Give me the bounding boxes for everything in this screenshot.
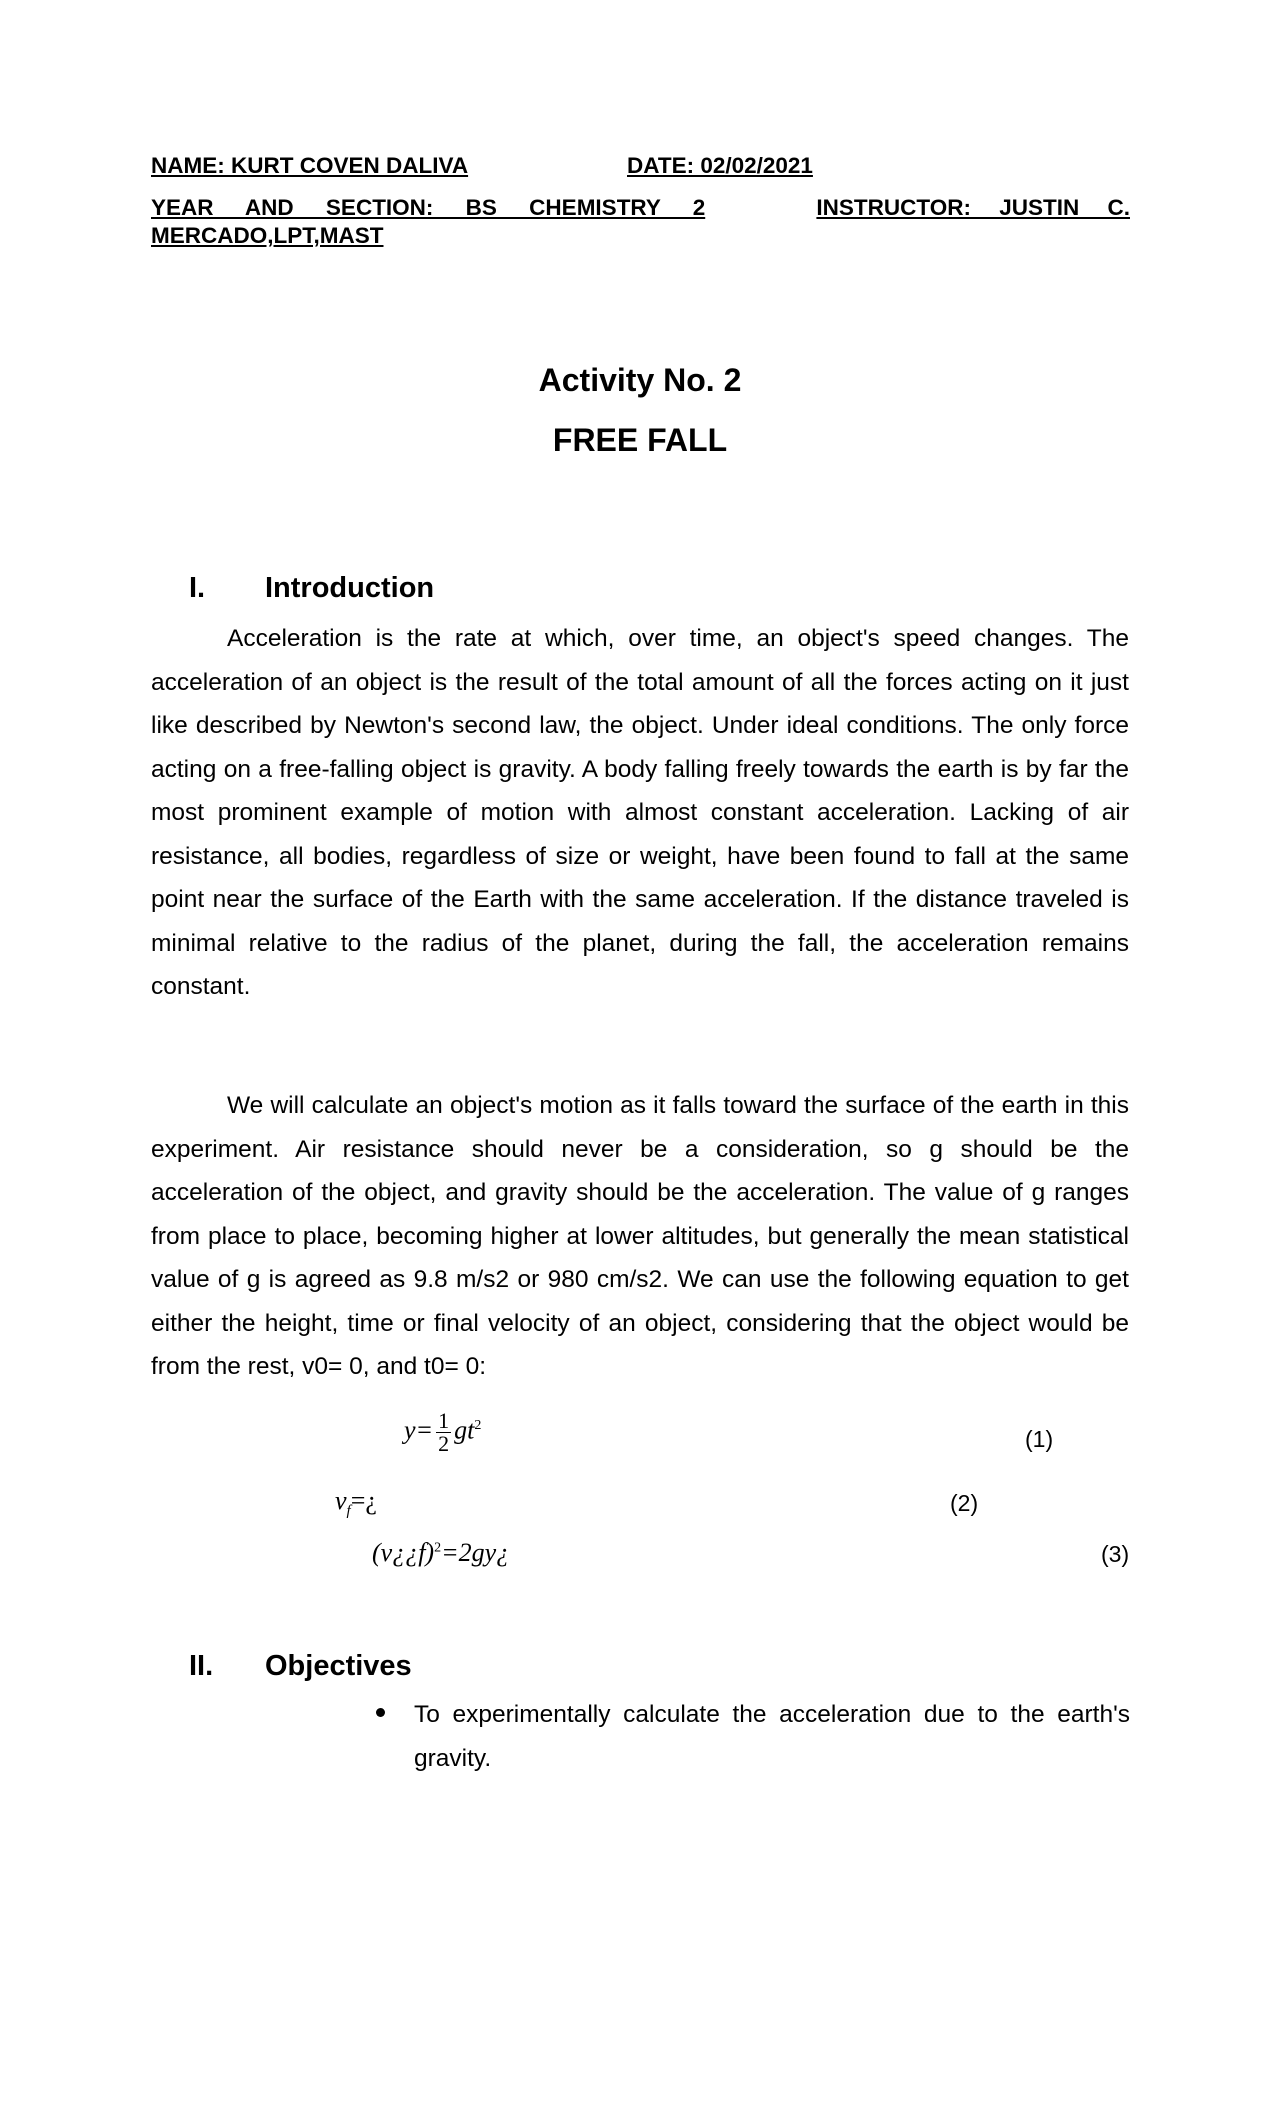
section-title: Objectives bbox=[265, 1650, 412, 1682]
date: DATE: 02/02/2021 bbox=[627, 153, 813, 178]
eq1-fraction: $\frac{1}{2}$ bbox=[438, 1408, 450, 1456]
section-title: Introduction bbox=[265, 572, 435, 604]
equation-3: (v¿¿f)$^2$=2gy¿ bbox=[372, 1538, 510, 1567]
objectives-heading bbox=[189, 1648, 412, 1684]
instructor-continued: MERCADO,LPT,MAST bbox=[151, 223, 384, 248]
introduction-heading bbox=[189, 570, 434, 606]
activity-title: Activity No. 2 bbox=[538, 362, 742, 398]
eq1-rhs: gt bbox=[454, 1415, 475, 1445]
intro-paragraph-2: We will calculate an object's motion as it falls toward the surface of the earth in this experiment. Air resistance should never be a consideration, so g should be the acceleration of the object, and gravity should be the acceleration. The value of g ranges from place to place, becoming higher at lower altitudes, but generally the mean statistical value of g is agreed as 9.8 m/s2 or 980 cm/s2. We can use the following equation to get either the height, time or final velocity of an object, considering that the object would be from the rest, v0= 0, and t0= 0: bbox=[151, 1092, 1129, 1380]
section-number: II. bbox=[189, 1650, 214, 1682]
equation-3-number: (3) bbox=[1101, 1541, 1130, 1567]
list-item: To experimentally calculate the acceleration due to the earth's gravity. bbox=[414, 1701, 1130, 1772]
eq1-lhs: y= bbox=[404, 1415, 434, 1445]
equation-2: $v_f=¿$ bbox=[335, 1486, 377, 1520]
student-name: NAME: KURT COVEN DALIVA bbox=[151, 153, 469, 178]
equation-1-number: (1) bbox=[1025, 1426, 1054, 1452]
intro-paragraph-1: Acceleration is the rate at which, over time, an object's speed changes. The acceleration of an object is the result of the total amount of all the forces acting on it just like described by Newton's second law, the object. Under ideal conditions. The only force acting on a free-falling object is gravity. A body falling freely towards the earth is by far the most prominent example of motion with almost constant acceleration. Lacking of air resistance, all bodies, regardless of size or weight, have been found to fall at the same point near the surface of the Earth with the same acceleration. If the distance traveled is minimal relative to the radius of the planet, during the fall, the acceleration remains constant. bbox=[151, 625, 1129, 1000]
year-section: YEAR AND SECTION: BS CHEMISTRY 2 bbox=[151, 195, 706, 220]
equation-2-number: (2) bbox=[950, 1490, 979, 1516]
section-number: I. bbox=[189, 572, 206, 604]
instructor: INSTRUCTOR: JUSTIN C. bbox=[816, 195, 1130, 220]
topic-title: FREE FALL bbox=[552, 422, 728, 458]
year-instructor-block bbox=[151, 194, 1130, 250]
equation-1: y= $\frac{1}{2}$ $gt^2$ bbox=[404, 1408, 482, 1456]
